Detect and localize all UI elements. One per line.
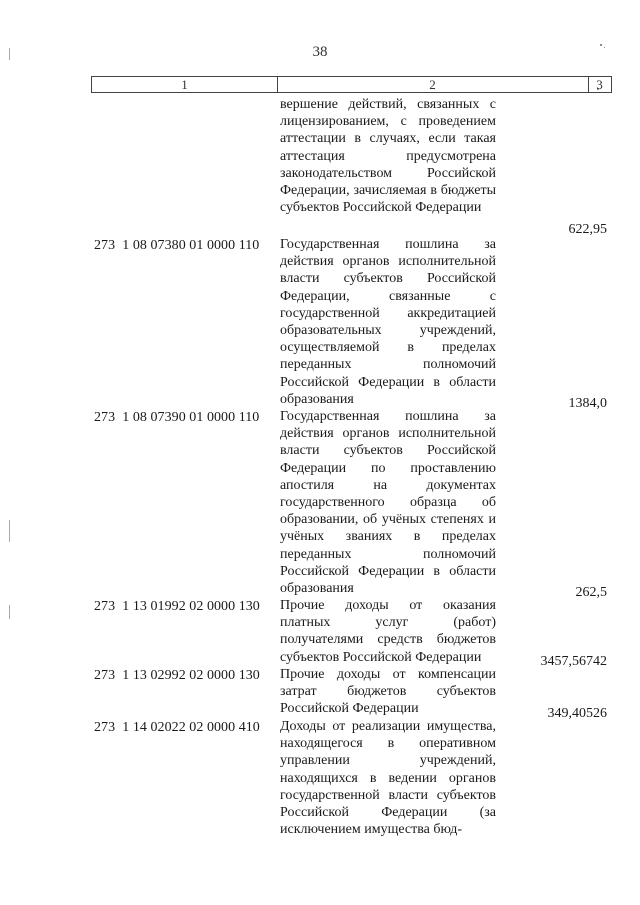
row-description: Государственная пошлина за действия органов исполнительной власти субъектов Российской Федерации, связанные с государственной аккредитацией образовательных учреждений, осуществляемой в пределах переданных полномочий Российской Федерации в области образования bbox=[280, 237, 496, 407]
scan-edge-mark bbox=[9, 605, 10, 619]
row-description: Прочие доходы от компенсации затрат бюджетов субъектов Российской Федерации bbox=[280, 667, 496, 717]
continuation-amount: 622,95 bbox=[568, 222, 607, 237]
header-col-1: 1 bbox=[92, 77, 278, 92]
row-amount: 349,40526 bbox=[547, 706, 607, 721]
header-col-3: 3 bbox=[596, 77, 603, 92]
row-code: 273 1 08 07380 01 0000 110 bbox=[94, 238, 260, 253]
row-amount: 3457,56742 bbox=[540, 654, 607, 669]
row-code: 273 1 13 01992 02 0000 130 bbox=[94, 599, 260, 614]
row-description: Доходы от реализации имущества, находящегося в оперативном управлении учреждений, находящихся в ведении органов государственной власти субъектов Российской Федерации (за исключением имущества бюд- bbox=[280, 719, 496, 838]
row-code: 273 1 14 02022 02 0000 410 bbox=[94, 720, 260, 735]
scan-speck bbox=[604, 47, 605, 48]
row-amount: 1384,0 bbox=[568, 396, 607, 411]
table-header bbox=[91, 76, 612, 93]
row-description: Прочие доходы от оказания платных услуг (работ) получателями средств бюджетов субъектов Российской Федерации bbox=[280, 598, 496, 665]
page-number: 38 bbox=[312, 44, 328, 60]
row-description: Государственная пошлина за действия органов исполнительной власти субъектов Российской Федерации по проставлению апостиля на документах государственного образца об образовании, об учёных степенях и учёных званиях в пределах переданных полномочий Российской Федерации в области образования bbox=[280, 409, 496, 597]
header-col-2: 2 bbox=[277, 77, 589, 92]
scan-edge-mark bbox=[9, 520, 10, 542]
scan-speck bbox=[600, 44, 602, 46]
row-code: 273 1 08 07390 01 0000 110 bbox=[94, 410, 260, 425]
scan-edge-mark bbox=[9, 48, 10, 60]
row-code: 273 1 13 02992 02 0000 130 bbox=[94, 668, 260, 683]
row-amount: 262,5 bbox=[575, 585, 607, 600]
continuation-description: вершение действий, связанных с лицензированием, с проведением аттестации в случаях, если такая аттестация предусмотрена законодательством Российской Федерации, зачисляемая в бюджеты субъектов Российской Федерации bbox=[280, 97, 496, 216]
